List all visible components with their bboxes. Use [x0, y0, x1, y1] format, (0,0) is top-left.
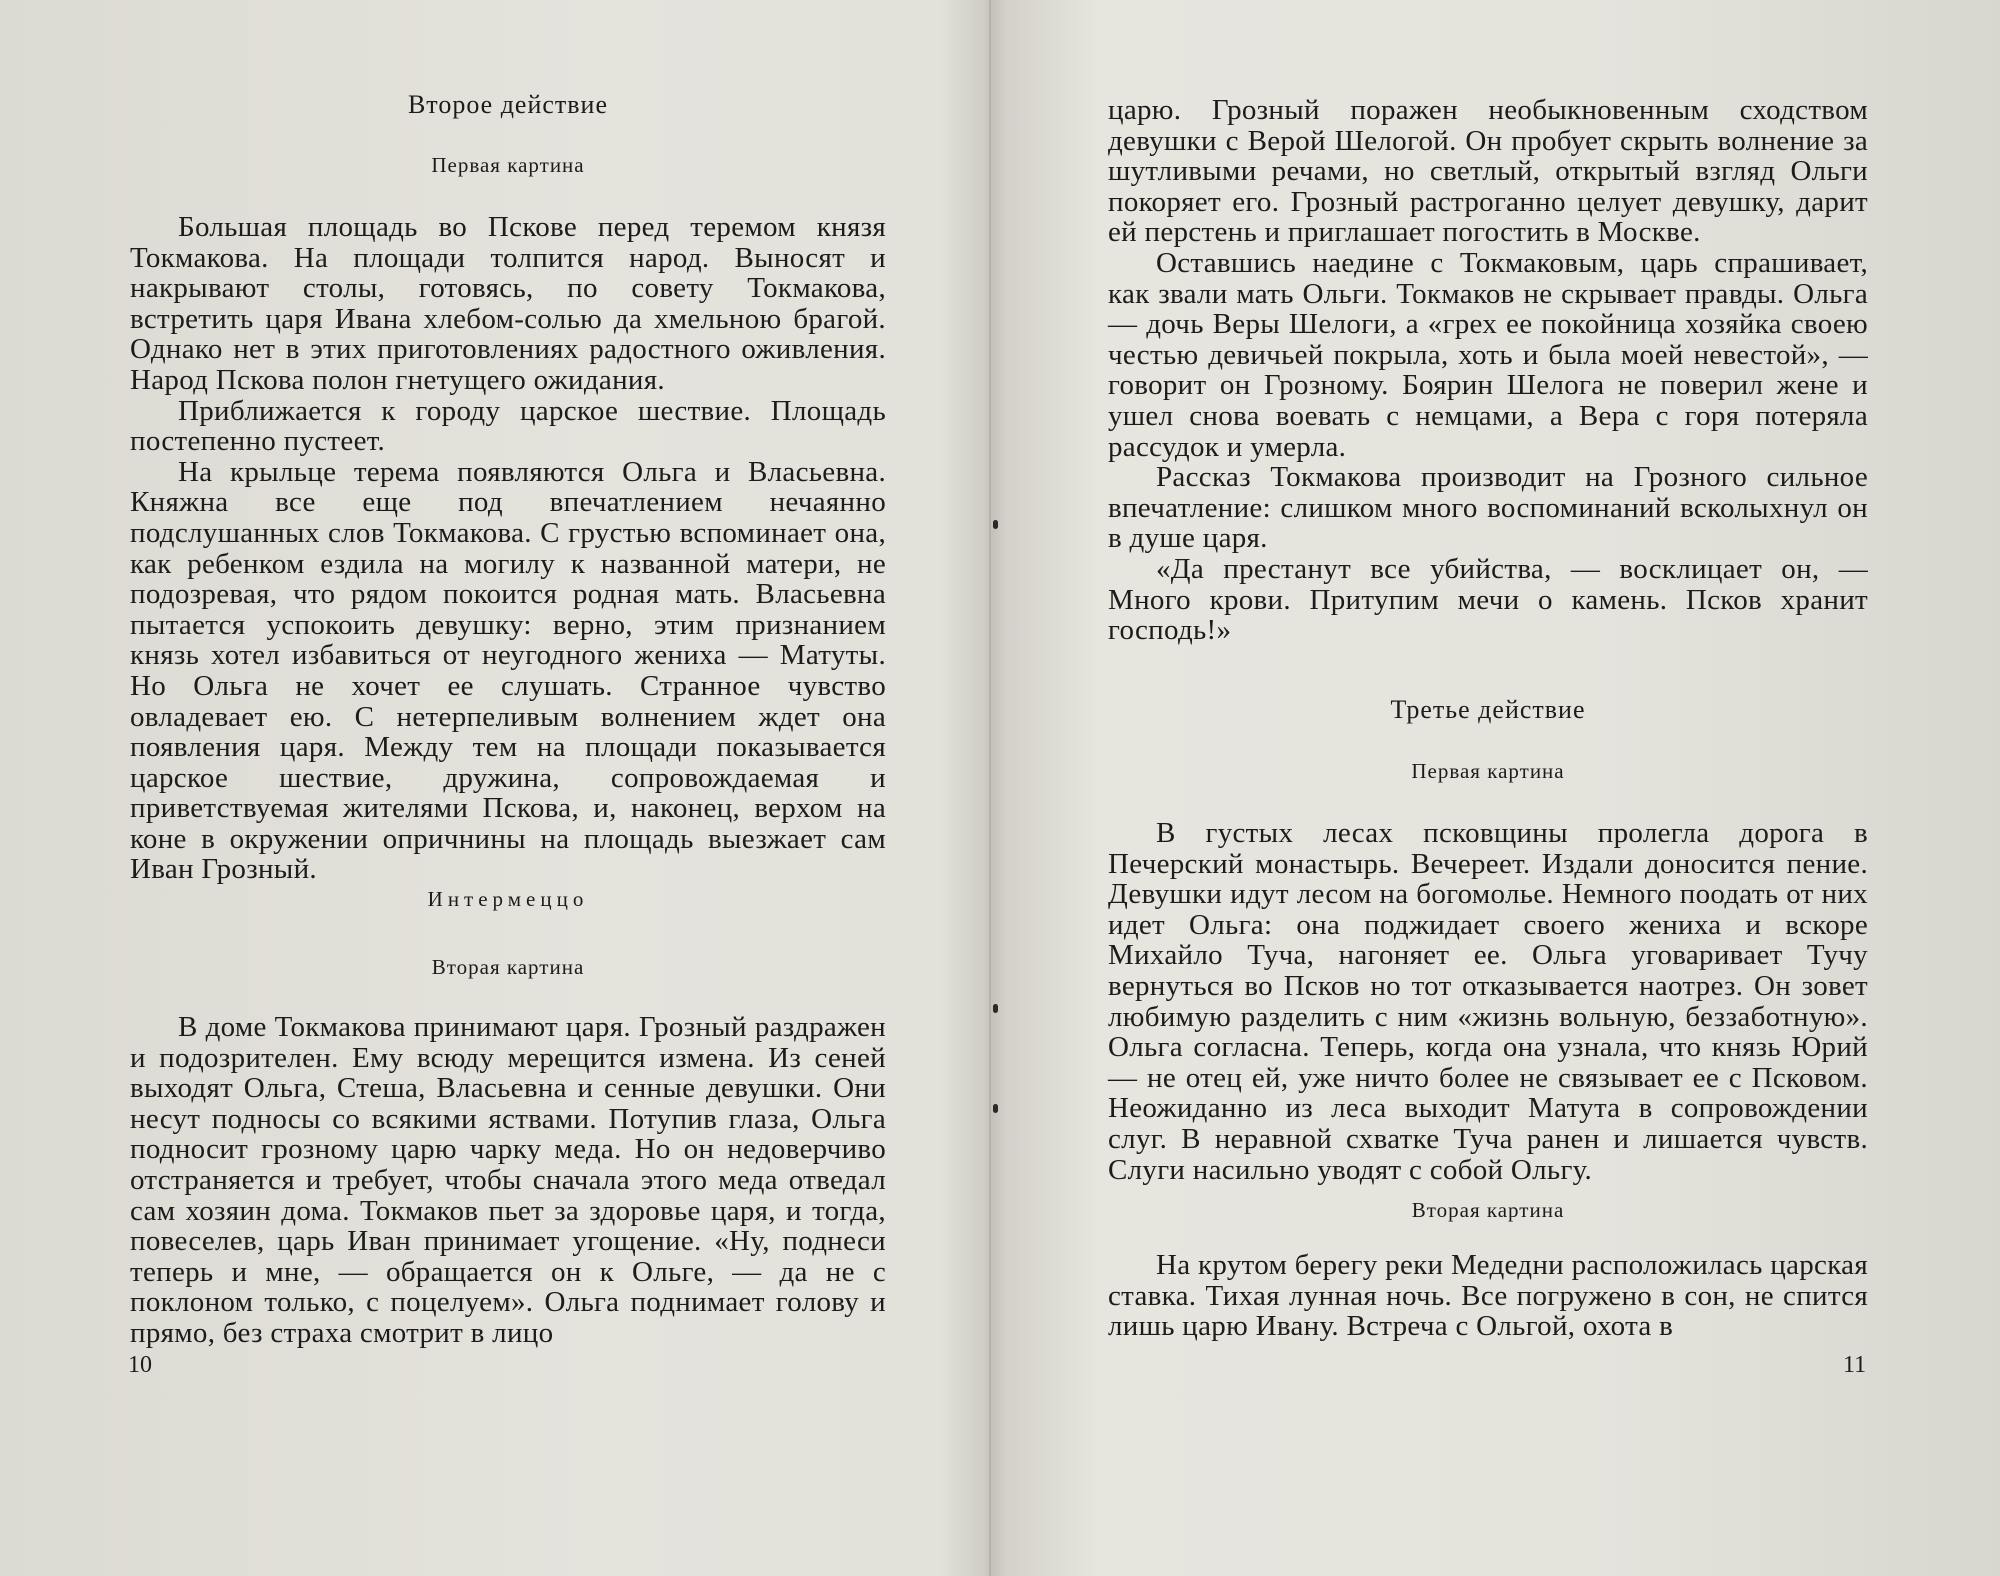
- act-two-scene-one-title: Первая картина: [431, 153, 585, 177]
- book-gutter: [989, 0, 991, 1576]
- right-page: [995, 0, 2000, 1576]
- paragraph: Большая площадь во Пскове перед теремом князя Токмакова. На площади толпится народ. Выносят и накрывают столы, готовясь, по совету Токмакова, встретить царя Ивана хлебом-солью да хмельною брагой. Однако нет в этих приготовлениях радостного оживления. Народ Пскова полон гнетущего ожидания.: [130, 211, 886, 396]
- act-three-scene-two-text: [1108, 1250, 1868, 1342]
- intermezzo-title: Интермеццо: [427, 887, 589, 911]
- act-two-scene-two-title: Вторая картина: [431, 955, 585, 979]
- paragraph: Рассказ Токмакова производит на Грозного сильное впечатление: слишком много воспоминаний всколыхнул он в душе царя.: [1108, 461, 1868, 555]
- page-number-left: 10: [128, 1352, 152, 1378]
- paragraph: На крутом берегу реки Медедни расположилась царская ставка. Тихая лунная ночь. Все погружено в сон, не спится лишь царю Ивану. Встреча с Ольгой, охота в: [1108, 1249, 1868, 1343]
- paragraph: На крыльце терема появляются Ольга и Власьевна. Княжна все еще под впечатлением нечаянно подслушанных слов Токмакова. С грустью вспоминает она, как ребенком ездила на могилу к названной матери, не подозревая, что рядом покоится родная мать. Власьевна пытается успокоить девушку: верно, этим признанием князь хотел избавиться от неугодного жениха — Матуты. Но Ольга не хочет ее слушать. Странное чувство овладевает ею. С нетерпеливым волнением ждет она появления царя. Между тем на площади показывается царское шествие, дружина, сопровождаемая и приветствуемая жителями Пскова, и, наконец, верхом на коне в окружении опричнины на площадь выезжает сам Иван Грозный.: [130, 455, 886, 886]
- page-number-right: 11: [1843, 1352, 1867, 1378]
- paragraph: В густых лесах псковщины пролегла дорога в Печерский монастырь. Вечереет. Издали доносится пение. Девушки идут лесом на богомолье. Немного поодать от них идет Ольга: она поджидает своего жениха и вскоре Михайло Туча, нагоняет ее. Ольга уговаривает Тучу вернуться во Псков но тот отказывается наотрез. Он зовет любимую разделить с ним «жизнь вольную, беззаботную». Ольга согласна. Теперь, когда она узнала, что князь Юрий — не отец ей, уже ничто более не связывает ее с Псковом. Неожиданно из леса выходит Матута в сопровождении слуг. В неравной схватке Туча ранен и лишается чувств. Слуги насильно уводят с собой Ольгу.: [1108, 817, 1868, 1186]
- paragraph: В доме Токмакова принимают царя. Грозный раздражен и подозрителен. Ему всюду мерещится измена. Из сеней выходят Ольга, Стеша, Власьевна и сенные девушки. Они несут подносы со всякими яствами. Потупив глаза, Ольга подносит грозному царю чарку меда. Но он недоверчиво отстраняется и требует, чтобы сначала этого меда отведал сам хозяин дома. Токмаков пьет за здоровье царя, и тогда, повеселев, царь Иван принимает угощение. «Ну, поднеси теперь и мне, — обращается он к Ольге, — да не с поклоном только, с поцелуем». Ольга поднимает голову и прямо, без страха смотрит в лицо: [130, 1011, 886, 1349]
- act-two-scene-one-text: [130, 212, 886, 885]
- act-three-title: Третье действие: [1390, 695, 1586, 724]
- act-two-scene-two-text: [130, 1012, 886, 1349]
- left-page: [0, 0, 985, 1576]
- paragraph: царю. Грозный поражен необыкновенным сходством девушки с Верой Шелогой. Он пробует скрыть волнение за шутливыми речами, но светлый, открытый взгляд Ольги покоряет его. Грозный растроганно целует девушку, дарит ей перстень и приглашает погостить в Москве.: [1108, 94, 1868, 249]
- continued-text: [1108, 95, 1868, 646]
- act-two-title: Второе действие: [407, 90, 609, 119]
- paragraph: «Да престанут все убийства, — восклицает он, — Много крови. Притупим мечи о камень. Псков хранит господь!»: [1108, 552, 1868, 647]
- act-three-scene-one-text: [1108, 818, 1868, 1185]
- paragraph: Оставшись наедине с Токмаковым, царь спрашивает, как звали мать Ольги. Токмаков не скрывает правды. Ольга — дочь Веры Шелоги, а «грех ее покойница хозяйка своею честью девичьей покрыла, хоть и была моей невестой», — говорит он Грозному. Боярин Шелога не поверил жене и ушел снова воевать с немцами, а Вера с горя потеряла рассудок и умерла.: [1108, 246, 1868, 463]
- act-three-scene-one-title: Первая картина: [1411, 759, 1565, 783]
- paragraph: Приближается к городу царское шествие. Площадь постепенно пустеет.: [130, 394, 886, 458]
- act-three-scene-two-title: Вторая картина: [1411, 1198, 1565, 1222]
